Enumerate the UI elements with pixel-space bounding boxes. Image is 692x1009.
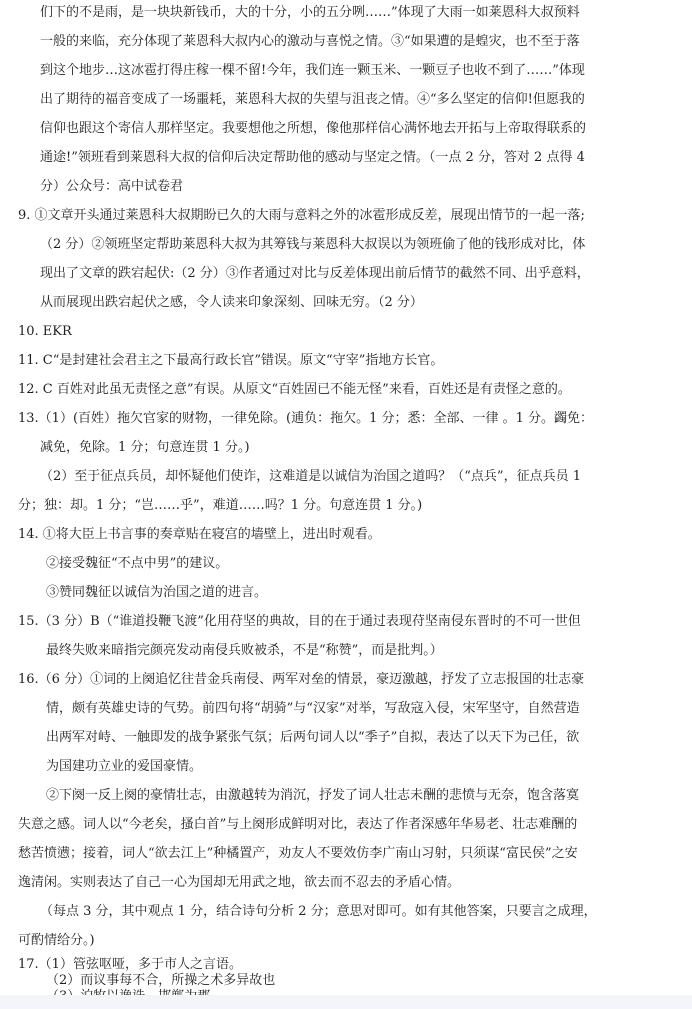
question-15: 15.（3 分）B（“谁道投鞭飞渡”化用苻坚的典故，目的在于通过表现苻坚南侵东晋时的不可一世但	[18, 614, 581, 629]
text-line: 出两军对峙、一触即发的战争紧张气氛；后两句词人以“季子”自拟，表达了以天下为己任，欲	[46, 730, 580, 745]
question-17: 17.（1）管弦呕哑，多于市人之言语。	[18, 957, 242, 972]
text-line: 愁苦愤懑；接着，词人“欲去江上”种橘置产，劝友人不要效仿李广南山习射，只须谋“富民侯”之安	[18, 846, 578, 861]
text-line: （每点 3 分，其中观点 1 分，结合诗句分析 2 分；意思对即可。如有其他答案，只要言之成理，	[40, 904, 597, 919]
question-12: 12. C 百姓对此虽无责怪之意”有误。从原文“百姓固已不能无怪”来看，百姓还是有责怪之意的。	[18, 382, 571, 397]
text-line: 信仰也跟这个寄信人那样坚定。我要想他之所想，像他那样信心满怀地去开拓与上帝取得联系的	[40, 121, 587, 136]
question-11: 11. C“是封建社会君主之下最高行政长官”错误。原文“守宰”指地方长官。	[18, 353, 444, 368]
text-line: 减免，免除。1 分；句意连贯 1 分。)	[40, 440, 250, 455]
text-line: （2）至于征点兵员，却怀疑他们使诈，这难道是以诚信为治国之道吗？（“点兵”，征点兵员 1	[40, 469, 581, 484]
text-line: 们下的不是雨，是一块块新钱币，大的十分，小的五分咧……”体现了大雨一如莱恩科大叔预料	[40, 5, 580, 20]
text-line: ③赞同魏征以诚信为治国之道的进言。	[46, 585, 268, 600]
text-line: ②接受魏征“不点中男”的建议。	[46, 556, 229, 571]
question-10: 10. EKR	[18, 324, 72, 339]
question-13: 13.（1）(百姓）拖欠官家的财物，一律免除。(逋负：拖欠。1 分；悉：全部、一律 。1 分。蠲免：	[18, 411, 594, 426]
text-line: （2 分）②领班坚定帮助莱恩科大叔为其筹钱与莱恩科大叔误以为领班偷了他的钱形成对比，体	[40, 237, 586, 252]
question-16: 16.（6 分）①词的上阕追忆往昔金兵南侵、两军对垒的情景，豪迈激越，抒发了立志报国的壮志豪	[18, 672, 585, 687]
text-line: 到这个地步…这冰雹打得庄稼一棵不留!今年，我们连一颗玉米、一颗豆子也收不到了……”体现	[40, 63, 585, 78]
text-line: 出了期待的福音变成了一场噩耗，莱恩科大叔的失望与沮丧之情。④“多么坚定的信仰!但愿我的	[40, 92, 585, 107]
text-line: 通途!”领班看到莱恩科大叔的信仰后决定帮助他的感动与坚定之情。（一点 2 分，答对 2 点得 4	[40, 150, 585, 165]
text-line: （2）而议事每不合，所操之术多异故也	[46, 973, 276, 988]
page-bottom-edge	[0, 995, 692, 1009]
text-line: 最终失败来暗指完颜亮发动南侵兵败被杀，不是“称赞”，而是批判。）	[46, 643, 443, 658]
text-line: 从而展现出跌宕起伏之感，令人读来印象深刻、回味无穷。（2 分）	[40, 295, 423, 310]
question-9: 9. ①文章开头通过莱恩科大叔期盼已久的大雨与意料之外的冰雹形成反差，展现出情节的一起一落;	[18, 208, 585, 223]
text-line: 逸清闲。实则表达了自己一心为国却无用武之地，欲去而不忍去的矛盾心情。	[18, 875, 461, 890]
text-line: 失意之感。词人以“今老矣，搔白首”与上阕形成鲜明对比，表达了作者深感年华易老、壮志难酬的	[18, 817, 578, 832]
text-line: 可酌情给分。)	[18, 933, 95, 948]
text-line: 情，颇有英雄史诗的气势。前四句将“胡骑”与“汉家”对举，写敌寇入侵，宋军坚守，自然营造	[46, 701, 580, 716]
text-line: 分）公众号：高中试卷君	[40, 179, 184, 194]
text-line: 为国建功立业的爱国豪情。	[46, 759, 203, 774]
text-line: 分；独：却。1 分；“岂……乎”，难道……吗？1 分。句意连贯 1 分。)	[18, 498, 423, 513]
question-14: 14. ①将大臣上书言事的奏章贴在寝宫的墙壁上，进出时观看。	[18, 527, 381, 542]
text-line: ②下阕一反上阕的豪情壮志，由激越转为消沉，抒发了词人壮志未酬的悲愤与无奈，饱含落寞	[46, 788, 580, 803]
text-line: 一般的来临，充分体现了莱恩科大叔内心的激动与喜悦之情。③“如果遭的是蝗灾，也不至于落	[40, 34, 580, 49]
text-line: 现出了文章的跌宕起伏:（2 分）③作者通过对比与反差体现出前后情节的截然不同、出乎意料，	[40, 266, 590, 281]
